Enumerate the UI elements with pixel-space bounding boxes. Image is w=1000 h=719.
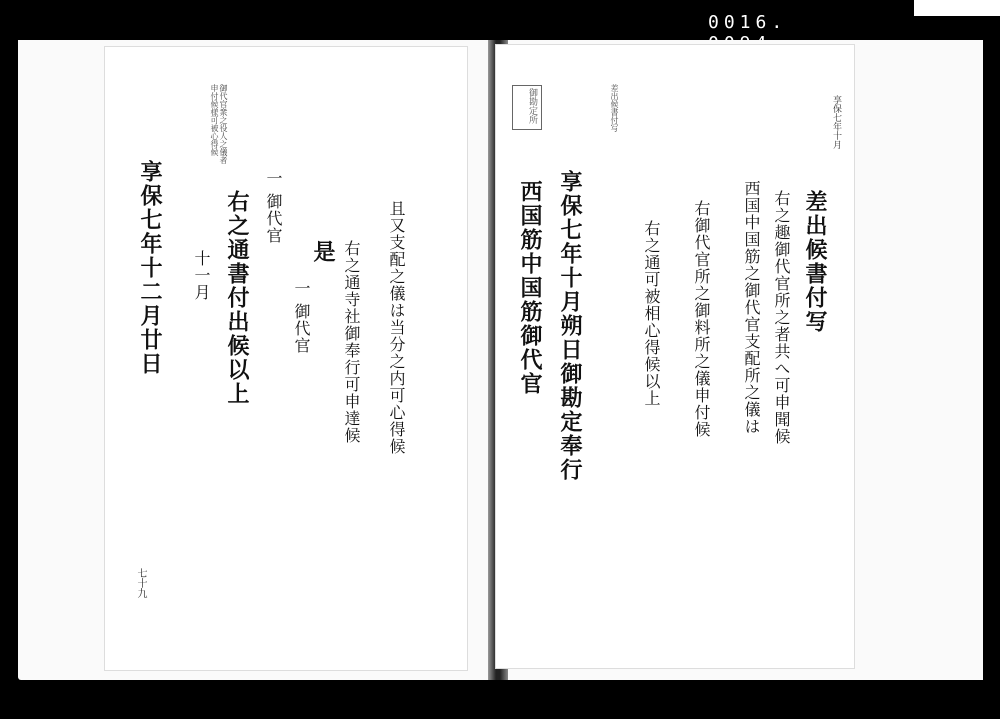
left-column-4: 右之通寺社御奉行可申達候 — [342, 240, 361, 444]
frame-number: 0016. — [708, 12, 788, 33]
right-column-3: 右御代官所之御料所之儀申付候 — [692, 200, 711, 438]
right-header-text: 差出候書付写 — [610, 84, 619, 132]
right-column-4: 右之通可被相心得候以上 — [642, 220, 661, 407]
left-column-1: 一 御代官 — [264, 170, 283, 245]
left-page-number: 七十九 — [135, 568, 146, 598]
left-column-2: 一 御代官 — [292, 280, 311, 355]
left-date-line: 享保七年十二月廿日 — [137, 160, 163, 376]
left-header-strip — [210, 84, 228, 164]
seal-stamp: 御勘定所 — [512, 85, 542, 130]
right-date-line: 享保七年十月朔日御勘定奉行 — [557, 170, 583, 482]
right-column-2: 西国中国筋之御代官支配所之儀は — [742, 180, 761, 435]
right-header-strip — [610, 84, 619, 174]
left-month-line: 十一月 — [192, 250, 211, 301]
right-region-line: 西国筋中国筋御代官 — [517, 180, 543, 396]
right-column-0: 差出候書付写 — [802, 190, 828, 334]
left-column-3: 是 — [310, 240, 336, 264]
corner-tab — [914, 0, 1000, 16]
left-header-text: 御代官衆之役人之儀者申付候様可被心得候 — [210, 84, 228, 164]
left-column-0: 右之通書付出候以上 — [224, 190, 250, 406]
left-column-5: 且又支配之儀は当分之内可心得候 — [387, 200, 406, 455]
right-document-page — [495, 44, 855, 669]
right-header-line: 享保七年十月 — [831, 95, 841, 149]
right-column-1: 右之趣御代官所之者共へ可申聞候 — [772, 190, 791, 445]
